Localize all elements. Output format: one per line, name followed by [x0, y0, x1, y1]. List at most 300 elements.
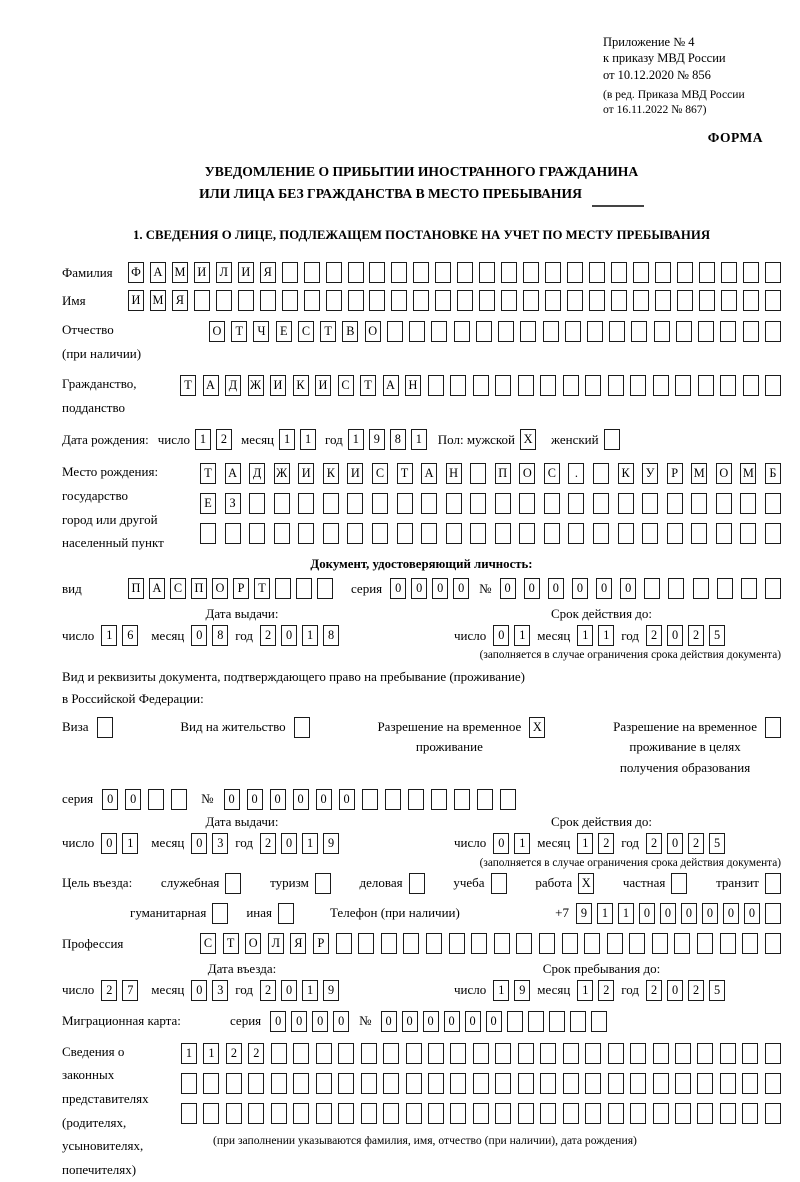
char-cell[interactable]	[271, 1103, 287, 1124]
char-cell[interactable]	[473, 1103, 489, 1124]
identity-issue-month[interactable]	[191, 625, 228, 646]
char-cell[interactable]	[544, 523, 560, 544]
char-cell[interactable]: 1	[618, 903, 634, 924]
char-cell[interactable]	[674, 933, 690, 954]
birth-place-line-2[interactable]	[200, 493, 781, 514]
char-cell[interactable]	[765, 933, 781, 954]
char-cell[interactable]	[742, 1073, 758, 1094]
char-cell[interactable]	[369, 290, 385, 311]
char-cell[interactable]	[275, 578, 291, 599]
char-cell[interactable]	[406, 1073, 422, 1094]
char-cell[interactable]: 0	[293, 789, 309, 810]
purpose-business-checkbox[interactable]	[409, 873, 425, 894]
purpose-private-checkbox[interactable]	[671, 873, 687, 894]
char-cell[interactable]: 0	[444, 1011, 460, 1032]
char-cell[interactable]	[326, 290, 342, 311]
char-cell[interactable]	[248, 1103, 264, 1124]
char-cell[interactable]	[361, 1043, 377, 1064]
char-cell[interactable]	[473, 1043, 489, 1064]
char-cell[interactable]	[720, 1103, 736, 1124]
char-cell[interactable]	[567, 262, 583, 283]
char-cell[interactable]	[516, 933, 532, 954]
char-cell[interactable]	[691, 493, 707, 514]
stay-month[interactable]	[577, 980, 614, 1001]
char-cell[interactable]	[742, 933, 758, 954]
residence-number-boxes[interactable]	[224, 789, 516, 810]
char-cell[interactable]	[587, 321, 603, 342]
char-cell[interactable]: И	[194, 262, 210, 283]
char-cell[interactable]	[721, 262, 737, 283]
char-cell[interactable]	[720, 321, 736, 342]
char-cell[interactable]: С	[372, 463, 388, 484]
char-cell[interactable]: 1	[411, 429, 427, 450]
char-cell[interactable]	[568, 493, 584, 514]
char-cell[interactable]	[633, 262, 649, 283]
char-cell[interactable]: 0	[548, 578, 564, 599]
char-cell[interactable]: Д	[225, 375, 241, 396]
char-cell[interactable]: 1	[577, 833, 593, 854]
char-cell[interactable]	[294, 717, 310, 738]
char-cell[interactable]	[653, 1043, 669, 1064]
char-cell[interactable]	[421, 493, 437, 514]
char-cell[interactable]	[238, 290, 254, 311]
char-cell[interactable]	[406, 1103, 422, 1124]
char-cell[interactable]	[585, 1073, 601, 1094]
char-cell[interactable]: 2	[101, 980, 117, 1001]
char-cell[interactable]	[642, 493, 658, 514]
char-cell[interactable]	[593, 523, 609, 544]
char-cell[interactable]	[765, 493, 781, 514]
char-cell[interactable]	[428, 1073, 444, 1094]
char-cell[interactable]	[348, 262, 364, 283]
char-cell[interactable]	[409, 873, 425, 894]
char-cell[interactable]: 2	[688, 625, 704, 646]
char-cell[interactable]: 2	[688, 980, 704, 1001]
char-cell[interactable]	[347, 493, 363, 514]
char-cell[interactable]: К	[323, 463, 339, 484]
char-cell[interactable]: 9	[369, 429, 385, 450]
birth-year-boxes[interactable]	[348, 429, 427, 450]
entry-day[interactable]	[101, 980, 138, 1001]
char-cell[interactable]: 8	[323, 625, 339, 646]
temp-permit-checkbox[interactable]	[529, 717, 545, 738]
char-cell[interactable]: 2	[598, 980, 614, 1001]
char-cell[interactable]: М	[172, 262, 188, 283]
phone-boxes[interactable]	[576, 903, 781, 924]
char-cell[interactable]	[585, 1043, 601, 1064]
char-cell[interactable]	[721, 290, 737, 311]
char-cell[interactable]	[212, 903, 228, 924]
char-cell[interactable]	[413, 262, 429, 283]
char-cell[interactable]	[457, 262, 473, 283]
char-cell[interactable]: 2	[260, 625, 276, 646]
char-cell[interactable]	[446, 523, 462, 544]
char-cell[interactable]	[403, 933, 419, 954]
char-cell[interactable]	[653, 375, 669, 396]
char-cell[interactable]	[298, 523, 314, 544]
patronymic-boxes[interactable]	[209, 321, 781, 342]
char-cell[interactable]	[507, 1011, 523, 1032]
char-cell[interactable]	[631, 321, 647, 342]
char-cell[interactable]	[589, 290, 605, 311]
char-cell[interactable]	[765, 375, 781, 396]
char-cell[interactable]	[383, 1043, 399, 1064]
char-cell[interactable]	[675, 375, 691, 396]
char-cell[interactable]: 0	[667, 980, 683, 1001]
char-cell[interactable]: Б	[765, 463, 781, 484]
char-cell[interactable]	[181, 1073, 197, 1094]
char-cell[interactable]	[765, 717, 781, 738]
char-cell[interactable]: 0	[102, 789, 118, 810]
char-cell[interactable]	[698, 321, 714, 342]
char-cell[interactable]: Н	[446, 463, 462, 484]
char-cell[interactable]	[765, 523, 781, 544]
char-cell[interactable]	[675, 1073, 691, 1094]
char-cell[interactable]: О	[212, 578, 228, 599]
char-cell[interactable]: Я	[290, 933, 306, 954]
char-cell[interactable]	[570, 1011, 586, 1032]
char-cell[interactable]: Н	[405, 375, 421, 396]
char-cell[interactable]: И	[298, 463, 314, 484]
char-cell[interactable]: Т	[360, 375, 376, 396]
char-cell[interactable]	[274, 523, 290, 544]
char-cell[interactable]: 0	[702, 903, 718, 924]
char-cell[interactable]	[699, 290, 715, 311]
char-cell[interactable]	[361, 1103, 377, 1124]
char-cell[interactable]: 1	[302, 980, 318, 1001]
char-cell[interactable]	[336, 933, 352, 954]
char-cell[interactable]	[518, 1043, 534, 1064]
char-cell[interactable]: 0	[524, 578, 540, 599]
char-cell[interactable]: П	[495, 463, 511, 484]
char-cell[interactable]	[585, 1103, 601, 1124]
char-cell[interactable]	[298, 493, 314, 514]
char-cell[interactable]	[563, 375, 579, 396]
identity-expiry-month[interactable]	[577, 625, 614, 646]
char-cell[interactable]: 8	[390, 429, 406, 450]
char-cell[interactable]: Ж	[274, 463, 290, 484]
char-cell[interactable]	[765, 1073, 781, 1094]
identity-series-boxes[interactable]	[390, 578, 469, 599]
char-cell[interactable]	[450, 375, 466, 396]
char-cell[interactable]: О	[365, 321, 381, 342]
char-cell[interactable]: О	[209, 321, 225, 342]
char-cell[interactable]	[585, 375, 601, 396]
char-cell[interactable]	[501, 262, 517, 283]
char-cell[interactable]	[630, 1073, 646, 1094]
char-cell[interactable]: Л	[268, 933, 284, 954]
identity-issue-year[interactable]	[260, 625, 339, 646]
visa-checkbox[interactable]	[97, 717, 113, 738]
char-cell[interactable]	[498, 321, 514, 342]
char-cell[interactable]	[697, 933, 713, 954]
char-cell[interactable]	[667, 493, 683, 514]
char-cell[interactable]	[385, 789, 401, 810]
char-cell[interactable]: 2	[216, 429, 232, 450]
edu-permit-checkbox[interactable]	[765, 717, 781, 738]
char-cell[interactable]	[317, 578, 333, 599]
char-cell[interactable]: 0	[191, 980, 207, 1001]
char-cell[interactable]	[316, 1103, 332, 1124]
legal-reps-line-1[interactable]	[181, 1043, 781, 1064]
char-cell[interactable]	[293, 1103, 309, 1124]
char-cell[interactable]	[720, 375, 736, 396]
char-cell[interactable]	[540, 375, 556, 396]
char-cell[interactable]	[449, 933, 465, 954]
residence-issue-day[interactable]	[101, 833, 138, 854]
char-cell[interactable]: Т	[397, 463, 413, 484]
char-cell[interactable]	[740, 523, 756, 544]
char-cell[interactable]: Р	[667, 463, 683, 484]
char-cell[interactable]	[338, 1073, 354, 1094]
purpose-tourism-checkbox[interactable]	[315, 873, 331, 894]
char-cell[interactable]	[495, 1073, 511, 1094]
entry-year[interactable]	[260, 980, 339, 1001]
char-cell[interactable]: .	[568, 463, 584, 484]
sex-female-checkbox[interactable]	[604, 429, 620, 450]
char-cell[interactable]	[457, 290, 473, 311]
char-cell[interactable]	[653, 1073, 669, 1094]
char-cell[interactable]	[644, 578, 660, 599]
char-cell[interactable]	[630, 1043, 646, 1064]
char-cell[interactable]: 0	[270, 1011, 286, 1032]
legal-reps-line-3[interactable]	[181, 1103, 781, 1124]
char-cell[interactable]	[653, 1103, 669, 1124]
char-cell[interactable]: Р	[233, 578, 249, 599]
profession-boxes[interactable]	[200, 933, 781, 954]
char-cell[interactable]	[584, 933, 600, 954]
char-cell[interactable]	[479, 262, 495, 283]
char-cell[interactable]: 0	[667, 625, 683, 646]
char-cell[interactable]	[326, 262, 342, 283]
char-cell[interactable]: 1	[203, 1043, 219, 1064]
char-cell[interactable]	[765, 873, 781, 894]
char-cell[interactable]	[428, 375, 444, 396]
char-cell[interactable]: С	[338, 375, 354, 396]
char-cell[interactable]	[226, 1073, 242, 1094]
char-cell[interactable]	[697, 1103, 713, 1124]
char-cell[interactable]: 2	[248, 1043, 264, 1064]
char-cell[interactable]: И	[270, 375, 286, 396]
char-cell[interactable]	[428, 1103, 444, 1124]
char-cell[interactable]	[716, 523, 732, 544]
char-cell[interactable]	[421, 523, 437, 544]
char-cell[interactable]	[540, 1043, 556, 1064]
char-cell[interactable]	[567, 290, 583, 311]
char-cell[interactable]	[608, 375, 624, 396]
char-cell[interactable]: X	[520, 429, 536, 450]
char-cell[interactable]	[539, 933, 555, 954]
char-cell[interactable]	[655, 262, 671, 283]
char-cell[interactable]	[675, 1043, 691, 1064]
residence-expiry-year[interactable]	[646, 833, 725, 854]
char-cell[interactable]: X	[578, 873, 594, 894]
purpose-other-checkbox[interactable]	[278, 903, 294, 924]
char-cell[interactable]	[618, 523, 634, 544]
char-cell[interactable]: И	[128, 290, 144, 311]
char-cell[interactable]	[413, 290, 429, 311]
char-cell[interactable]: 1	[101, 625, 117, 646]
char-cell[interactable]: 0	[465, 1011, 481, 1032]
char-cell[interactable]: 0	[681, 903, 697, 924]
char-cell[interactable]	[471, 933, 487, 954]
char-cell[interactable]	[545, 262, 561, 283]
char-cell[interactable]	[200, 523, 216, 544]
char-cell[interactable]: Ч	[253, 321, 269, 342]
char-cell[interactable]	[676, 321, 692, 342]
char-cell[interactable]	[630, 1103, 646, 1124]
char-cell[interactable]: 0	[667, 833, 683, 854]
char-cell[interactable]: 1	[195, 429, 211, 450]
char-cell[interactable]: 8	[212, 625, 228, 646]
char-cell[interactable]	[765, 290, 781, 311]
char-cell[interactable]	[454, 789, 470, 810]
char-cell[interactable]: 0	[660, 903, 676, 924]
char-cell[interactable]	[720, 933, 736, 954]
char-cell[interactable]: О	[519, 463, 535, 484]
char-cell[interactable]: 0	[493, 833, 509, 854]
char-cell[interactable]	[383, 1073, 399, 1094]
char-cell[interactable]	[765, 1103, 781, 1124]
char-cell[interactable]	[248, 1073, 264, 1094]
char-cell[interactable]	[668, 578, 684, 599]
char-cell[interactable]: 0	[572, 578, 588, 599]
char-cell[interactable]	[181, 1103, 197, 1124]
char-cell[interactable]	[545, 290, 561, 311]
char-cell[interactable]	[568, 523, 584, 544]
char-cell[interactable]	[528, 1011, 544, 1032]
char-cell[interactable]	[519, 523, 535, 544]
char-cell[interactable]	[743, 290, 759, 311]
char-cell[interactable]: 0	[500, 578, 516, 599]
char-cell[interactable]	[316, 1043, 332, 1064]
char-cell[interactable]: 2	[646, 980, 662, 1001]
char-cell[interactable]: 0	[101, 833, 117, 854]
char-cell[interactable]: 0	[381, 1011, 397, 1032]
birth-place-line-1[interactable]	[200, 463, 781, 484]
char-cell[interactable]	[607, 933, 623, 954]
migration-series-boxes[interactable]	[270, 1011, 349, 1032]
citizenship-boxes[interactable]	[180, 375, 781, 396]
char-cell[interactable]: Е	[200, 493, 216, 514]
char-cell[interactable]: И	[238, 262, 254, 283]
char-cell[interactable]	[501, 290, 517, 311]
char-cell[interactable]	[409, 321, 425, 342]
char-cell[interactable]	[479, 290, 495, 311]
char-cell[interactable]	[431, 321, 447, 342]
char-cell[interactable]	[271, 1043, 287, 1064]
char-cell[interactable]	[450, 1043, 466, 1064]
residence-series-boxes[interactable]	[102, 789, 187, 810]
char-cell[interactable]: 3	[212, 833, 228, 854]
char-cell[interactable]	[765, 262, 781, 283]
char-cell[interactable]	[520, 321, 536, 342]
char-cell[interactable]	[642, 523, 658, 544]
char-cell[interactable]: А	[421, 463, 437, 484]
char-cell[interactable]: 0	[453, 578, 469, 599]
char-cell[interactable]: 3	[212, 980, 228, 1001]
char-cell[interactable]: 2	[260, 980, 276, 1001]
residence-permit-checkbox[interactable]	[294, 717, 310, 738]
char-cell[interactable]: 1	[302, 625, 318, 646]
char-cell[interactable]	[654, 321, 670, 342]
char-cell[interactable]: З	[225, 493, 241, 514]
char-cell[interactable]: О	[245, 933, 261, 954]
char-cell[interactable]: 0	[423, 1011, 439, 1032]
char-cell[interactable]: 9	[576, 903, 592, 924]
char-cell[interactable]: 1	[493, 980, 509, 1001]
char-cell[interactable]	[296, 578, 312, 599]
char-cell[interactable]	[426, 933, 442, 954]
char-cell[interactable]	[549, 1011, 565, 1032]
char-cell[interactable]	[720, 1043, 736, 1064]
char-cell[interactable]	[470, 523, 486, 544]
char-cell[interactable]	[323, 493, 339, 514]
char-cell[interactable]: Т	[223, 933, 239, 954]
char-cell[interactable]: Т	[231, 321, 247, 342]
identity-kind-boxes[interactable]	[128, 578, 333, 599]
char-cell[interactable]	[338, 1043, 354, 1064]
char-cell[interactable]	[677, 290, 693, 311]
char-cell[interactable]	[450, 1103, 466, 1124]
char-cell[interactable]	[470, 463, 486, 484]
char-cell[interactable]: М	[691, 463, 707, 484]
char-cell[interactable]	[608, 1073, 624, 1094]
char-cell[interactable]: 5	[709, 833, 725, 854]
char-cell[interactable]	[697, 1073, 713, 1094]
char-cell[interactable]	[315, 873, 331, 894]
char-cell[interactable]: 0	[486, 1011, 502, 1032]
char-cell[interactable]: 9	[323, 980, 339, 1001]
char-cell[interactable]	[633, 290, 649, 311]
char-cell[interactable]: 0	[493, 625, 509, 646]
char-cell[interactable]: Д	[249, 463, 265, 484]
char-cell[interactable]: И	[347, 463, 363, 484]
char-cell[interactable]	[563, 1043, 579, 1064]
char-cell[interactable]	[293, 1043, 309, 1064]
char-cell[interactable]	[720, 1073, 736, 1094]
char-cell[interactable]	[477, 789, 493, 810]
char-cell[interactable]: 1	[598, 625, 614, 646]
char-cell[interactable]: 0	[125, 789, 141, 810]
char-cell[interactable]	[391, 262, 407, 283]
char-cell[interactable]: 2	[688, 833, 704, 854]
char-cell[interactable]	[717, 578, 733, 599]
char-cell[interactable]: С	[544, 463, 560, 484]
char-cell[interactable]: 0	[191, 625, 207, 646]
char-cell[interactable]: 0	[432, 578, 448, 599]
char-cell[interactable]	[604, 429, 620, 450]
char-cell[interactable]: Т	[180, 375, 196, 396]
char-cell[interactable]	[652, 933, 668, 954]
char-cell[interactable]	[608, 1103, 624, 1124]
char-cell[interactable]	[697, 1043, 713, 1064]
char-cell[interactable]	[274, 493, 290, 514]
char-cell[interactable]	[743, 262, 759, 283]
purpose-study-checkbox[interactable]	[491, 873, 507, 894]
char-cell[interactable]: У	[642, 463, 658, 484]
char-cell[interactable]	[406, 1043, 422, 1064]
char-cell[interactable]	[630, 375, 646, 396]
char-cell[interactable]	[495, 493, 511, 514]
char-cell[interactable]: 1	[122, 833, 138, 854]
char-cell[interactable]: П	[191, 578, 207, 599]
purpose-transit-checkbox[interactable]	[765, 873, 781, 894]
char-cell[interactable]	[593, 493, 609, 514]
char-cell[interactable]	[271, 1073, 287, 1094]
char-cell[interactable]: 1	[300, 429, 316, 450]
char-cell[interactable]	[518, 375, 534, 396]
